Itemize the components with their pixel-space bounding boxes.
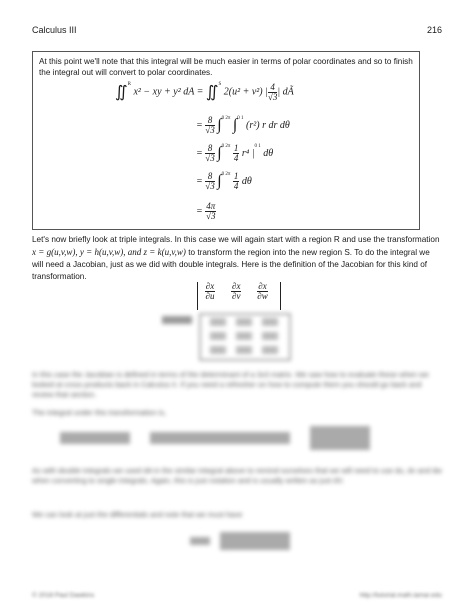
- blurred-paragraph-5: We can look at just the differentials and note that we must have: [32, 510, 243, 519]
- example-box: [32, 51, 420, 230]
- blurred-paragraph-3: The integral under this transformation is,: [32, 408, 167, 417]
- blurred-paragraph-2: In this case the Jacobian is defined in terms of the determinant of a 3x3 matrix. We saw how to evaluate these when we looked at cross products back in Calculus II. If you need a refresher on how to compute them you should go back and review that section.: [32, 370, 429, 399]
- blurred-paragraph-4: As with double integrals we used dA in the similar integral above to remind ourselves that we will need to use du, dv and dw when converting to single integrals. Again, this is just notation and is usually written as just dV.: [32, 466, 442, 485]
- jacobian-row: $\frac{\partial x}{\partial u}$ $\frac{\partial x}{\partial v}$ $\frac{\partial x}{\partial w}$: [197, 282, 281, 310]
- footer-url: http://tutorial.math.lamar.edu: [359, 592, 442, 599]
- transformation-math: x = g(u,v,w), y = h(u,v,w), and z = k(u,v,w): [32, 247, 186, 257]
- equation-line-2: = $\frac{8}{√3}$ ∫$^{0 2\pi}$ ∫$^{0 1}$ (r²) r dr dθ: [196, 115, 290, 135]
- equation-line-4: = $\frac{8}{√3}$ ∫$^{0 2\pi}$ $\frac{1}{4}$ dθ: [196, 171, 252, 191]
- equation-line-3: = $\frac{8}{√3}$ ∫$^{0 2\pi}$ $\frac{1}{4}$ r⁴ $|^{0 1}$ dθ: [196, 143, 274, 163]
- paragraph-triple-integrals: Let's now briefly look at triple integrals. In this case we will again start with a region R and use the transformation x = g(u,v,w), y = h(u,v,w), and z = k(u,v,w) to transform the region into the new region S. To do the integral we will need a Jacobian, just as we did with double integrals. Here is the definition of the Jacobian for this kind of transformation.: [32, 235, 440, 281]
- page-number: 216: [426, 25, 442, 35]
- equation-line-5: = $\frac{4\pi}{√3}$: [196, 201, 216, 221]
- jacobian-matrix-blurred: [160, 312, 300, 362]
- page-header: [32, 25, 442, 35]
- blurred-integral-equation: [60, 424, 420, 454]
- page-footer: [32, 592, 442, 599]
- equation-line-1: ∬$^R$ x² − xy + y² dA = ∬$^S$ 2(u² + v²) | $\frac{4}{√3}$ | dÃ: [115, 81, 294, 102]
- blurred-differential-equation: [190, 530, 300, 552]
- copyright: © 2018 Paul Dawkins: [32, 592, 95, 599]
- header-title: Calculus III: [32, 25, 77, 35]
- box-text: At this point we'll note that this integral will be much easier in terms of polar coordinates and so to finish the integral out will convert to polar coordinates.: [39, 57, 413, 77]
